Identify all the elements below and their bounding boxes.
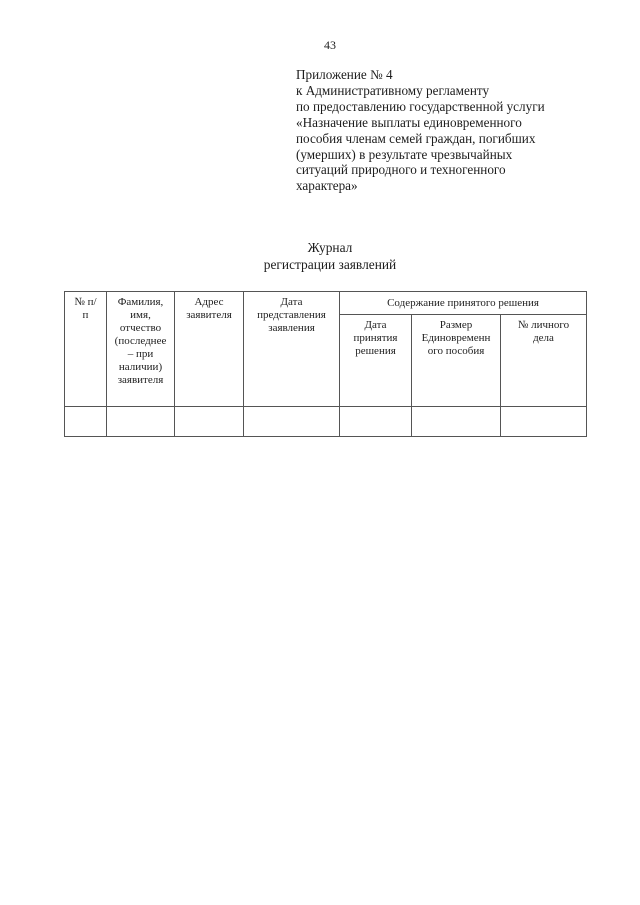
header-line: заявителя — [117, 374, 164, 386]
journal-subtitle: регистрации заявлений — [263, 256, 397, 272]
annex-line: ситуаций природного и техногенного — [296, 162, 506, 178]
header-line: ого пособия — [427, 345, 485, 357]
header-line: Фамилия, — [117, 296, 164, 308]
header-line: представления — [257, 309, 326, 321]
annex-line: «Назначение выплаты единовременного — [296, 114, 522, 130]
header-line: заявителя — [186, 309, 232, 321]
header-decision-group: Содержание принятого решения — [340, 292, 587, 315]
table-cell — [244, 407, 340, 437]
header-line: Дата — [364, 319, 387, 331]
header-file-number — [501, 315, 587, 407]
header-line: заявления — [268, 322, 315, 334]
header-line: принятия — [353, 332, 398, 344]
header-date-submitted — [244, 292, 340, 407]
table-row — [65, 407, 587, 437]
table-cell — [175, 407, 244, 437]
registration-table — [64, 291, 587, 437]
table-cell — [501, 407, 587, 437]
header-line: (последнее — [114, 335, 167, 347]
journal-title: Журнал — [307, 240, 353, 255]
header-line: – при — [127, 348, 154, 360]
table-cell — [340, 407, 412, 437]
annex-heading — [296, 67, 596, 194]
annex-line: по предоставлению государственной услуги — [296, 98, 545, 114]
annex-line: Приложение № 4 — [296, 67, 393, 82]
header-line: отчество — [119, 322, 162, 334]
table-cell — [107, 407, 175, 437]
header-address — [175, 292, 244, 407]
header-line: наличии) — [118, 361, 163, 373]
header-decision-date — [340, 315, 412, 407]
annex-line: характера» — [296, 178, 358, 194]
header-line: № личного — [517, 319, 570, 331]
header-line: дела — [533, 332, 554, 344]
annex-line: пособия членам семей граждан, погибших — [296, 130, 536, 146]
annex-line: (умерших) в результате чрезвычайных — [296, 146, 513, 162]
header-line: имя, — [130, 309, 151, 321]
header-line: № п/ — [74, 296, 97, 308]
page-number: 43 — [324, 38, 336, 52]
table-cell — [412, 407, 501, 437]
header-line: п — [82, 309, 89, 321]
header-line: Единовременн — [421, 332, 491, 344]
annex-line: к Административному регламенту — [296, 82, 490, 98]
header-full-name — [107, 292, 175, 407]
header-number — [65, 292, 107, 407]
header-benefit-amount — [412, 315, 501, 407]
header-line: Адрес — [194, 296, 224, 308]
header-line: Дата — [280, 296, 303, 308]
journal-heading — [200, 240, 460, 273]
header-line: Размер — [439, 319, 473, 331]
table-cell — [65, 407, 107, 437]
header-line: решения — [355, 345, 396, 357]
